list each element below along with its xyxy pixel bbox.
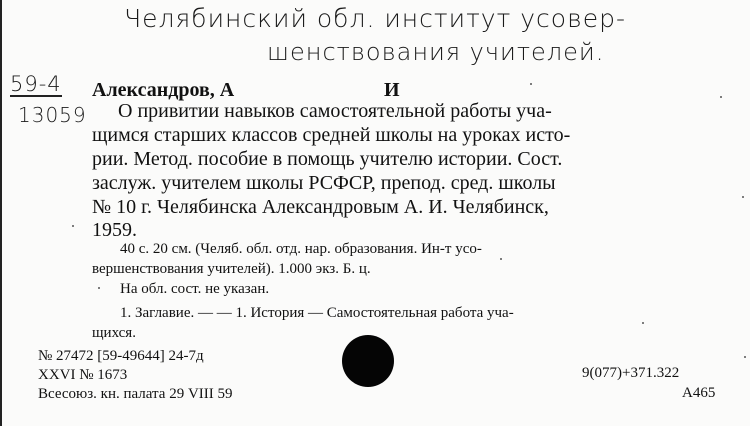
tracing-line-1: 1. Заглавие. — — 1. История — Самостоятельная работа уча- [120,305,514,321]
dust-speck [530,83,532,85]
description-line-3: На обл. сост. не указан. [120,281,270,297]
title-line-2: щимся старших классов средней школы на уроках исто- [92,124,571,146]
author-mark: А465 [682,385,716,401]
entry-author-initial: И [384,79,400,101]
title-line-4: заслуж. учителем школы РСФСР, препод. сред. школы [92,172,556,194]
description-line-1: 40 с. 20 см. (Челяб. обл. отд. нар. образования. Ин-т усо- [120,241,482,257]
dust-speck [642,322,644,324]
dust-speck [744,356,746,358]
footer-record-number: № 27472 [59-49644] 24-7д [38,348,204,364]
handwritten-institute-line-1: Челябинский обл. институт усовер- [124,4,627,33]
title-line-3: рии. Метод. пособие в помощь учителю истории. Сост. [92,148,563,170]
entry-author: Александров, А [92,79,235,101]
dust-speck [742,196,744,198]
dust-speck [98,287,100,289]
title-line-6: 1959. [92,219,137,241]
handwritten-call-number: 59-4 [10,72,62,96]
footer-chamber-date: Всесоюз. кн. палата 29 VIII 59 [38,386,233,402]
tracing-line-2: щихся. [92,325,136,341]
classification-index: 9(077)+371.322 [582,365,680,381]
handwritten-inventory-number: 13059 [18,103,87,127]
dust-speck [720,96,722,98]
handwritten-institute-line-2: шенствования учителей. [267,38,605,66]
footer-volume-number: XXVI № 1673 [38,367,128,383]
dust-speck [72,225,74,227]
punch-hole [342,335,394,387]
description-line-2: вершенствования учителей). 1.000 экз. Б. ц. [92,261,371,277]
title-line-1: О привитии навыков самостоятельной работы уча- [118,100,552,122]
dust-speck [500,258,502,260]
title-line-5: № 10 г. Челябинска Александровым А. И. Челябинск, [92,196,549,218]
